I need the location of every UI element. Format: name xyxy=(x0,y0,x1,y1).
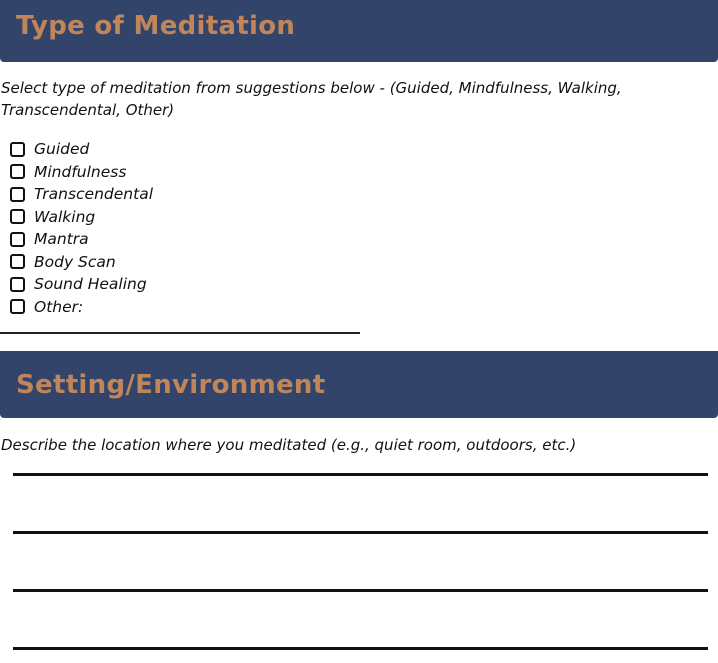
checkbox[interactable] xyxy=(10,232,25,247)
setting-write-line[interactable] xyxy=(13,531,708,534)
checkbox[interactable] xyxy=(10,142,25,157)
checkbox[interactable] xyxy=(10,277,25,292)
option-label: Other: xyxy=(34,297,84,316)
other-write-in-line[interactable] xyxy=(0,332,360,334)
option-walking[interactable] xyxy=(9,206,153,229)
setting-write-line[interactable] xyxy=(13,647,708,650)
option-label: Transcendental xyxy=(34,185,153,204)
setting-instruction: Describe the location where you meditated (e.g., quiet room, outdoors, etc.) xyxy=(1,436,577,454)
meditation-type-instruction: Select type of meditation from suggestions below - (Guided, Mindfulness, Walking, Transcendental, Other) xyxy=(1,79,622,119)
setting-header xyxy=(0,351,718,418)
option-label: Mindfulness xyxy=(34,162,127,181)
option-mantra[interactable] xyxy=(9,228,153,251)
checkbox[interactable] xyxy=(10,187,25,202)
checkbox[interactable] xyxy=(10,164,25,179)
option-label: Guided xyxy=(34,140,90,159)
option-mindfulness[interactable] xyxy=(9,161,153,184)
option-guided[interactable] xyxy=(9,138,153,161)
setting-write-line[interactable] xyxy=(13,589,708,592)
meditation-type-checklist xyxy=(9,138,153,318)
meditation-type-header xyxy=(0,0,718,62)
option-label: Walking xyxy=(34,207,96,226)
option-transcendental[interactable] xyxy=(9,183,153,206)
option-other[interactable] xyxy=(9,296,153,319)
setting-write-line[interactable] xyxy=(13,473,708,476)
option-body-scan[interactable] xyxy=(9,251,153,274)
checkbox[interactable] xyxy=(10,299,25,314)
meditation-type-title: Type of Meditation xyxy=(16,11,296,41)
option-label: Body Scan xyxy=(34,252,116,271)
option-label: Sound Healing xyxy=(34,275,147,294)
option-sound-healing[interactable] xyxy=(9,273,153,296)
checkbox[interactable] xyxy=(10,209,25,224)
option-label: Mantra xyxy=(34,230,89,249)
checkbox[interactable] xyxy=(10,254,25,269)
setting-title: Setting/Environment xyxy=(16,370,326,400)
